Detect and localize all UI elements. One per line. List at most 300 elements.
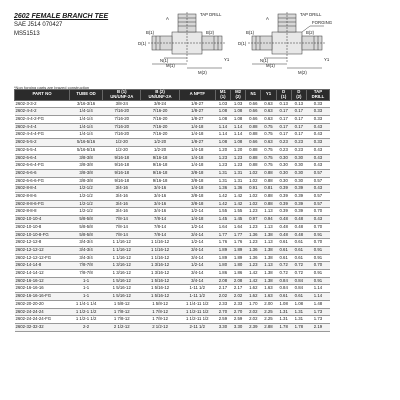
table-cell: 0.84 [291, 285, 306, 293]
table-cell: 1.36 [246, 231, 261, 239]
table-cell: 7/8-14 [103, 231, 141, 239]
table-cell: 0.33 [306, 116, 329, 124]
part-number-cell: 2602-8-8-4 [15, 185, 70, 193]
column-header-line1: D [297, 89, 301, 94]
table-cell: 1/4-18 [179, 216, 215, 224]
column-header-line1: B (2) [155, 89, 165, 94]
table-cell: 0.57 [306, 177, 329, 185]
table-cell: 1/2-20 [141, 139, 179, 147]
table-cell: 0.30 [291, 162, 306, 170]
table-cell: 1 1/16-12 [141, 239, 179, 247]
table-cell: 0.23 [291, 139, 306, 147]
table-cell: 0.70 [306, 239, 329, 247]
part-number-cell: 2602-24-24-24 [15, 308, 70, 316]
table-cell: 5/8-5/8 [70, 223, 103, 231]
table-cell: 0.61 [276, 293, 291, 301]
table-cell: 2-11 1/2 [179, 323, 215, 331]
table-cell: 1.08 [215, 108, 230, 116]
table-cell: 0.39 [291, 200, 306, 208]
table-cell: 7/8-14 [141, 231, 179, 239]
column-header [276, 90, 291, 101]
table-row [15, 169, 330, 177]
table-cell: 1.42 [215, 193, 230, 201]
table-cell: 1.80 [231, 262, 246, 270]
table-cell: 1.31 [215, 177, 230, 185]
table-cell: 9/16-18 [141, 162, 179, 170]
table-cell: 0.43 [306, 131, 329, 139]
left-n1-label: N(1) [160, 58, 169, 63]
table-cell: 0.30 [276, 169, 291, 177]
table-cell: 1.14 [215, 131, 230, 139]
table-cell: 1/2-14 [179, 239, 215, 247]
table-cell: 1 5/16-12 [103, 293, 141, 301]
table-cell: 1/2-1/2 [70, 185, 103, 193]
table-cell: 0.43 [306, 162, 329, 170]
table-cell: 0.48 [291, 223, 306, 231]
table-row [15, 185, 330, 193]
left-m1-label: M(1) [166, 63, 175, 68]
table-cell: 0.61 [276, 246, 291, 254]
table-cell: 0.88 [246, 123, 261, 131]
table-cell: 1.03 [231, 100, 246, 108]
table-cell: 1.23 [246, 239, 261, 247]
table-cell: 1/4-1/4 [70, 108, 103, 116]
table-cell: 1.76 [215, 239, 230, 247]
table-cell: 0.17 [291, 116, 306, 124]
table-cell: 9/16-18 [141, 177, 179, 185]
table-cell: 1.31 [291, 316, 306, 324]
table-cell: 3/4-16 [141, 200, 179, 208]
header-row [15, 90, 330, 101]
part-number-cell: 2602-14-14-8 [15, 262, 70, 270]
spec-line-2: MS51513 [14, 31, 40, 37]
table-cell: 3/8-18 [179, 193, 215, 201]
table-cell: 0.66 [246, 139, 261, 147]
table-cell: 0.17 [291, 108, 306, 116]
table-cell: 1 7/8-12 [103, 308, 141, 316]
table-cell: 1.23 [246, 223, 261, 231]
table-row [15, 223, 330, 231]
table-cell: 7/8-7/8 [70, 270, 103, 278]
part-number-cell: 2602-32-32-32 [15, 323, 70, 331]
table-cell: 1.23 [231, 162, 246, 170]
table-row [15, 277, 330, 285]
column-header-line1: TAP [313, 89, 323, 94]
table-cell: 0.17 [276, 123, 291, 131]
table-cell: 0.75 [261, 154, 276, 162]
table-cell: 1.14 [215, 123, 230, 131]
table-cell: 2-2 [70, 323, 103, 331]
table-cell: 1.08 [291, 300, 306, 308]
table-cell: 1.38 [261, 254, 276, 262]
table-cell: 3.30 [215, 323, 230, 331]
part-number-cell: 2602-8-8-6 [15, 193, 70, 201]
left-tap-drill-label: TAP DRILL [200, 12, 222, 17]
part-number-cell: 2602-10-10-8-FG [15, 231, 70, 239]
document-header [14, 12, 108, 39]
part-number-cell: 2602-16-16-16 [15, 285, 70, 293]
table-cell: 2 1/2-12 [141, 323, 179, 331]
part-number-cell: 2602-8-8-8 [15, 208, 70, 216]
table-cell: 0.57 [306, 169, 329, 177]
table-cell: 1.23 [215, 162, 230, 170]
table-cell: 1.31 [276, 308, 291, 316]
table-cell: 0.88 [246, 131, 261, 139]
table-cell: 1/4-18 [179, 123, 215, 131]
table-cell: 7/8-14 [141, 216, 179, 224]
table-cell: 1 3/16-12 [103, 270, 141, 278]
table-cell: 0.63 [261, 108, 276, 116]
left-b1-label: B(1) [146, 30, 155, 35]
table-row [15, 323, 330, 331]
table-cell: 2.00 [261, 300, 276, 308]
table-cell: 1.77 [231, 231, 246, 239]
table-row [15, 270, 330, 278]
right-b1-label: B(1) [246, 30, 255, 35]
table-row [15, 200, 330, 208]
table-row [15, 208, 330, 216]
table-cell: 0.72 [291, 262, 306, 270]
column-header-line1: A NPTF [189, 91, 205, 97]
table-cell: 1/2-14 [179, 262, 215, 270]
table-row [15, 154, 330, 162]
column-header [70, 90, 103, 101]
table-cell: 1/2-20 [103, 139, 141, 147]
table-cell: 7/16-20 [141, 116, 179, 124]
right-d1-label: D(1) [238, 41, 247, 46]
table-cell: 7/16-20 [141, 123, 179, 131]
table-cell: 1.42 [231, 200, 246, 208]
table-cell: 0.43 [306, 216, 329, 224]
table-cell: 0.91 [246, 185, 261, 193]
table-cell: 5/8-5/8 [70, 216, 103, 224]
table-cell: 1.13 [261, 208, 276, 216]
table-cell: 0.48 [276, 216, 291, 224]
table-cell: 7/16-20 [141, 108, 179, 116]
table-row [15, 262, 330, 270]
table-cell: 1.23 [215, 154, 230, 162]
part-number-cell: 2602-20-20-20 [15, 300, 70, 308]
table-cell: 0.61 [276, 254, 291, 262]
table-cell: 1.31 [215, 169, 230, 177]
table-cell: 7/8-14 [141, 223, 179, 231]
table-cell: 1.31 [231, 177, 246, 185]
column-header-line1: B (1) [116, 89, 127, 94]
table-cell: 1/2-1/2 [70, 200, 103, 208]
table-cell: 1.73 [306, 308, 329, 316]
table-cell: 3/8-18 [179, 200, 215, 208]
column-header-line1: TUBE OD [76, 91, 96, 97]
table-cell: 0.39 [276, 185, 291, 193]
table-body [15, 100, 330, 331]
table-cell: 9/16-18 [103, 177, 141, 185]
left-b2-label: B(2) [206, 30, 215, 35]
table-cell: 1-11 1/2 [179, 293, 215, 301]
table-cell: 1 5/16-12 [141, 293, 179, 301]
part-number-cell: 2602-3-3-2 [15, 100, 70, 108]
table-cell: 1.23 [246, 208, 261, 216]
table-cell: 1 1/2-11 1/2 [179, 316, 215, 324]
table-cell: 1-11 1/2 [179, 285, 215, 293]
table-header [15, 90, 330, 101]
table-cell: 3/4-14 [179, 270, 215, 278]
table-cell: 1/8-27 [179, 139, 215, 147]
table-cell: 2.88 [261, 323, 276, 331]
table-cell: 1.55 [231, 208, 246, 216]
table-cell: 1.13 [261, 239, 276, 247]
table-cell: 3/4-16 [141, 185, 179, 193]
table-row [15, 254, 330, 262]
table-cell: 0.33 [306, 100, 329, 108]
right-m1-label: M(1) [266, 63, 275, 68]
table-cell: 0.61 [291, 293, 306, 301]
table-cell: 0.30 [276, 162, 291, 170]
table-cell: 1.55 [215, 208, 230, 216]
table-cell: 1.42 [215, 200, 230, 208]
right-a-label: A [266, 16, 269, 21]
table-cell: 1.89 [231, 254, 246, 262]
table-cell: 3/4-14 [179, 231, 215, 239]
table-cell: 0.17 [276, 116, 291, 124]
table-cell: 1.08 [276, 300, 291, 308]
right-y1-label: Y1 [324, 57, 330, 62]
table-cell: 1.08 [231, 108, 246, 116]
table-cell: 1.08 [215, 116, 230, 124]
table-cell: 0.66 [246, 100, 261, 108]
column-header-line1: M1 [219, 89, 226, 94]
table-row [15, 216, 330, 224]
right-b2-label: B(2) [306, 30, 315, 35]
column-header-line1: Y1 [265, 91, 272, 97]
left-m2-label: M(2) [198, 70, 207, 75]
table-cell: 1.77 [215, 231, 230, 239]
table-cell: 0.39 [291, 208, 306, 216]
column-header-line1: PART NO [32, 91, 52, 97]
table-cell: 1 1/4-11 1/2 [179, 300, 215, 308]
table-cell: 0.48 [291, 216, 306, 224]
table-cell: 1/2-1/2 [70, 193, 103, 201]
column-header-line1: M2 [235, 89, 242, 94]
table-cell: 0.23 [291, 146, 306, 154]
table-cell: 1.64 [231, 223, 246, 231]
table-cell: 1.36 [246, 246, 261, 254]
table-cell: 1.78 [276, 323, 291, 331]
table-cell: 7/16-20 [103, 131, 141, 139]
table-row [15, 162, 330, 170]
part-number-cell: 2602-4-4-4 [15, 123, 70, 131]
table-cell: 0.70 [306, 208, 329, 216]
table-cell: 1 1/4-1 1/4 [70, 300, 103, 308]
table-cell: 1 3/16-12 [103, 262, 141, 270]
table-cell: 5/16-5/16 [70, 139, 103, 147]
table-cell: 0.30 [276, 154, 291, 162]
table-cell: 1.36 [246, 254, 261, 262]
table-cell: 3/4-14 [179, 277, 215, 285]
table-cell: 0.39 [276, 200, 291, 208]
table-cell: 2.02 [246, 316, 261, 324]
table-cell: 0.72 [276, 262, 291, 270]
table-cell: 1.48 [306, 300, 329, 308]
column-header-line2: (1) [281, 93, 287, 99]
table-cell: 0.88 [246, 162, 261, 170]
table-cell: 1.63 [261, 293, 276, 301]
table-cell: 1 7/8-12 [103, 316, 141, 324]
column-header-line2: UN/UNF-2A [110, 93, 134, 99]
part-number-cell: 2602-6-6-6-FG [15, 177, 70, 185]
table-cell: 1.89 [215, 246, 230, 254]
table-cell: 0.39 [276, 208, 291, 216]
table-cell: 1 1/16-12 [103, 239, 141, 247]
table-cell: 2.08 [215, 277, 230, 285]
table-cell: 1.80 [215, 262, 230, 270]
table-cell: 0.91 [306, 231, 329, 239]
table-cell: 2.70 [231, 308, 246, 316]
table-cell: 1 5/16-12 [103, 277, 141, 285]
table-cell: 0.84 [276, 277, 291, 285]
table-cell: 3/8-3/8 [70, 169, 103, 177]
table-cell: 3/4-16 [103, 193, 141, 201]
table-cell: 0.91 [306, 277, 329, 285]
table-cell: 5/8-5/8 [70, 231, 103, 239]
table-cell: 3/8-18 [179, 177, 215, 185]
table-cell: 0.94 [261, 216, 276, 224]
table-cell: 3/4-16 [141, 208, 179, 216]
table-cell: 1.20 [231, 146, 246, 154]
table-cell: 0.33 [306, 108, 329, 116]
table-cell: 1.89 [215, 254, 230, 262]
table-cell: 1.70 [246, 300, 261, 308]
part-number-cell: 2602-12-12-8 [15, 239, 70, 247]
column-header-line1: D [282, 89, 286, 94]
column-header [261, 90, 276, 101]
table-cell: 3/4-14 [179, 246, 215, 254]
table-cell: 2 1/2-12 [103, 323, 141, 331]
column-header-line2: (2) [296, 93, 302, 99]
table-cell: 3/4-3/4 [70, 254, 103, 262]
table-cell: 7/8-14 [103, 223, 141, 231]
table-cell: 1.42 [246, 270, 261, 278]
table-cell: 0.61 [291, 246, 306, 254]
part-number-cell: 2602-16-16-16-FG [15, 293, 70, 301]
table-cell: 3/4-3/4 [70, 246, 103, 254]
table-cell: 1 7/8-12 [141, 308, 179, 316]
column-header-line2: DRILL [311, 93, 325, 99]
table-row [15, 116, 330, 124]
table-cell: 0.72 [276, 270, 291, 278]
table-cell: 0.70 [306, 262, 329, 270]
table-cell: 1 1/2-11 1/2 [179, 308, 215, 316]
table-cell: 1 3/16-12 [141, 262, 179, 270]
table-cell: 2.33 [215, 300, 230, 308]
part-number-cell: 2602-10-10-4 [15, 216, 70, 224]
column-header [306, 90, 329, 101]
table-cell: 0.63 [261, 116, 276, 124]
table-row [15, 246, 330, 254]
part-number-cell: 2602-6-6-4-FG [15, 162, 70, 170]
table-cell: 1 5/16-12 [141, 285, 179, 293]
table-cell: 0.88 [261, 177, 276, 185]
table-cell: 1.86 [215, 270, 230, 278]
table-cell: 1 1/16-12 [141, 246, 179, 254]
table-cell: 3/8-24 [103, 100, 141, 108]
table-cell: 0.17 [276, 131, 291, 139]
table-cell: 2.08 [231, 277, 246, 285]
table-cell: 9/16-18 [103, 154, 141, 162]
table-cell: 3/8-3/8 [70, 177, 103, 185]
table-cell: 1/4-1/4 [70, 116, 103, 124]
column-header [291, 90, 306, 101]
table-cell: 1.86 [231, 270, 246, 278]
part-number-cell: 2602-14-14-12 [15, 270, 70, 278]
table-cell: 0.72 [291, 270, 306, 278]
table-cell: 0.43 [306, 123, 329, 131]
table-cell: 1.38 [261, 270, 276, 278]
table-cell: 1.38 [261, 231, 276, 239]
table-cell: 5/16-5/16 [70, 146, 103, 154]
column-header-line2: UN/UNF-2A [148, 93, 172, 99]
table-cell: 0.88 [246, 146, 261, 154]
table-cell: 1/4-18 [179, 131, 215, 139]
table-cell: 7/16-20 [141, 131, 179, 139]
table-cell: 1/2-1/2 [70, 208, 103, 216]
table-cell: 9/16-18 [141, 154, 179, 162]
table-cell: 1/4-18 [179, 185, 215, 193]
table-cell: 3/8-3/8 [70, 154, 103, 162]
column-header [179, 90, 215, 101]
table-cell: 1.31 [231, 169, 246, 177]
table-cell: 1.31 [276, 316, 291, 324]
table-cell: 0.23 [276, 146, 291, 154]
table-cell: 3/16-3/16 [70, 100, 103, 108]
table-row [15, 285, 330, 293]
table-cell: 1 1/16-12 [103, 246, 141, 254]
table-cell: 0.66 [246, 108, 261, 116]
table-cell: 1 7/8-12 [141, 316, 179, 324]
table-row [15, 131, 330, 139]
part-number-cell: 2602-24-24-24-FG [15, 316, 70, 324]
table-cell: 1-1 [70, 277, 103, 285]
table-cell: 0.39 [276, 193, 291, 201]
part-number-cell: 2602-4-4-4-FG [15, 131, 70, 139]
table-cell: 1 5/16-12 [141, 277, 179, 285]
table-cell: 1/8-27 [179, 100, 215, 108]
table-cell: 0.91 [306, 270, 329, 278]
table-row [15, 139, 330, 147]
table-cell: 1/2-20 [103, 146, 141, 154]
table-cell: 1 1/2-1 1/2 [70, 308, 103, 316]
table-cell: 0.88 [261, 200, 276, 208]
table-cell: 0.30 [291, 154, 306, 162]
table-cell: 0.13 [276, 100, 291, 108]
column-header [231, 90, 246, 101]
table-cell: 1.42 [231, 193, 246, 201]
table-cell: 1.13 [261, 262, 276, 270]
table-cell: 0.48 [276, 223, 291, 231]
right-n1-label: N(1) [260, 58, 269, 63]
table-cell: 1/4-1/4 [70, 123, 103, 131]
table-cell: 2.19 [306, 323, 329, 331]
table-cell: 0.66 [246, 116, 261, 124]
table-cell: 3/8-24 [141, 100, 179, 108]
table-cell: 1.31 [291, 308, 306, 316]
left-d1-label: D(1) [138, 41, 147, 46]
table-row [15, 193, 330, 201]
table-cell: 1.38 [261, 277, 276, 285]
page-title: 2602 FEMALE BRANCH TEE [14, 13, 109, 20]
table-cell: 1.36 [215, 185, 230, 193]
table-cell: 2.70 [215, 308, 230, 316]
table-cell: 2.25 [261, 316, 276, 324]
